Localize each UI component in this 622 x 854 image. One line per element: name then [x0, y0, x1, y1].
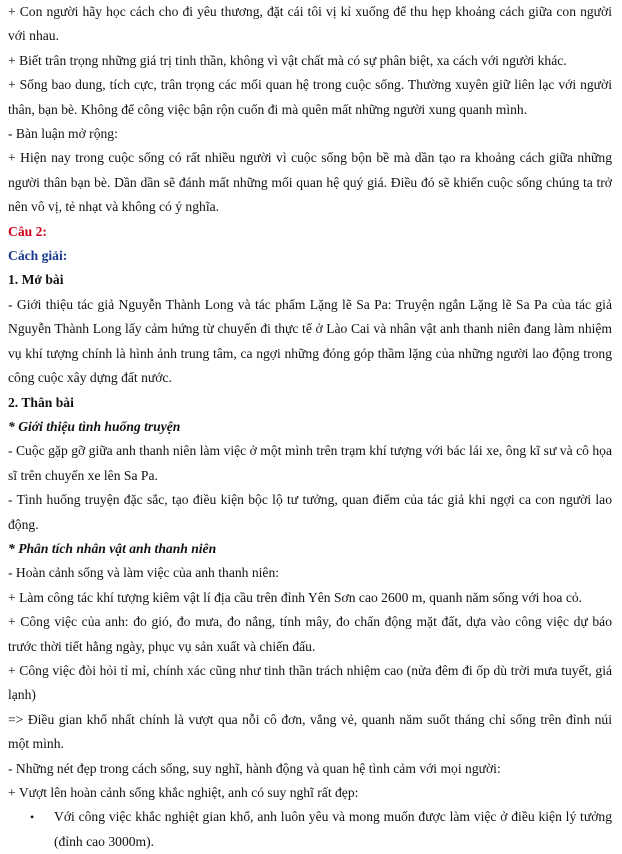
paragraph: - Tình huống truyện đặc sắc, tạo điều kiện bộc lộ tư tưởng, quan điểm của tác giả khi ngợi ca con người lao động. [8, 492, 612, 532]
question-heading: Câu 2: [8, 223, 47, 239]
paragraph: + Công việc đòi hỏi tỉ mỉ, chính xác cũng như tinh thần trách nhiệm cao (nửa đêm đi ốp dù trời mưa tuyết, giá lạnh) [8, 662, 612, 703]
list-item [8, 805, 612, 854]
paragraph: - Giới thiệu tác giả Nguyễn Thành Long và tác phẩm Lặng lẽ Sa Pa: Truyện ngắn Lặng lẽ Sa Pa của tác giả Nguyễn Thành Long lấy cảm hứng từ chuyến đi thực tế ở Lào Cai và nhân vật anh thanh niên đang làm nhiệm vụ khí tượng chính là hình ảnh trung tâm, ca ngợi những đóng góp thầm lặng của những người lao động trong công cuộc xây dựng đất nước. [8, 296, 612, 386]
paragraph: + Công việc của anh: đo gió, đo mưa, đo nắng, tính mây, đo chấn động mặt đất, dựa vào công việc dự báo trước thời tiết hằng ngày, phục vụ sản xuất và chiến đấu. [8, 614, 612, 654]
section-heading-intro: 1. Mở bài [8, 272, 64, 288]
list-item-text: Với công việc khắc nghiệt gian khổ, anh luôn yêu và mong muốn được làm việc ở điều kiện lý tưởng (đỉnh cao 3000m). [54, 809, 612, 849]
solution-heading: Cách giải: [8, 248, 68, 264]
paragraph: + Biết trân trọng những giá trị tinh thần, không vì vật chất mà có sự phân biệt, xa cách với người khác. [8, 52, 567, 68]
paragraph: + Sống bao dung, tích cực, trân trọng các mối quan hệ trong cuộc sống. Thường xuyên giữ liên lạc với người thân, bạn bè. Không để công việc bận rộn cuốn đi mà quên mất những người xung quanh mình. [8, 77, 612, 117]
bullet-icon: • [30, 810, 35, 825]
subsection-heading-situation: * Giới thiệu tình huống truyện [8, 418, 181, 434]
paragraph: - Những nét đẹp trong cách sống, suy nghĩ, hành động và quan hệ tình cảm với mọi người: [8, 760, 501, 776]
paragraph: - Bàn luận mở rộng: [8, 126, 118, 142]
paragraph: + Hiện nay trong cuộc sống có rất nhiều người vì cuộc sống bộn bề mà dần tạo ra khoảng cách giữa những người thân bạn bè. Dần dần sẽ đánh mất những mối quan hệ quý giá. Điều đó sẽ khiến cuộc sống chúng ta trở nên vô vị, tẻ nhạt và không có ý nghĩa. [8, 150, 612, 215]
subsection-heading-character: * Phân tích nhân vật anh thanh niên [8, 540, 217, 556]
paragraph: => Điều gian khổ nhất chính là vượt qua nỗi cô đơn, vắng vẻ, quanh năm suốt tháng chỉ sống trên đỉnh núi một mình. [8, 711, 612, 752]
paragraph: + Con người hãy học cách cho đi yêu thương, đặt cái tôi vị kỉ xuống để thu hẹp khoảng cách giữa con người với nhau. [8, 4, 612, 44]
paragraph: + Làm công tác khí tượng kiêm vật lí địa cầu trên đỉnh Yên Sơn cao 2600 m, quanh năm sống với hoa cỏ. [8, 589, 583, 605]
section-heading-body: 2. Thân bài [8, 394, 74, 410]
paragraph: + Vượt lên hoàn cảnh sống khắc nghiệt, anh có suy nghĩ rất đẹp: [8, 785, 359, 800]
paragraph: - Hoàn cảnh sống và làm việc của anh thanh niên: [8, 565, 280, 581]
paragraph: - Cuộc gặp gỡ giữa anh thanh niên làm việc ở một mình trên trạm khí tượng với bác lái xe, ông kĩ sư và cô họa sĩ trên chuyến xe lên Sa Pa. [8, 443, 612, 483]
